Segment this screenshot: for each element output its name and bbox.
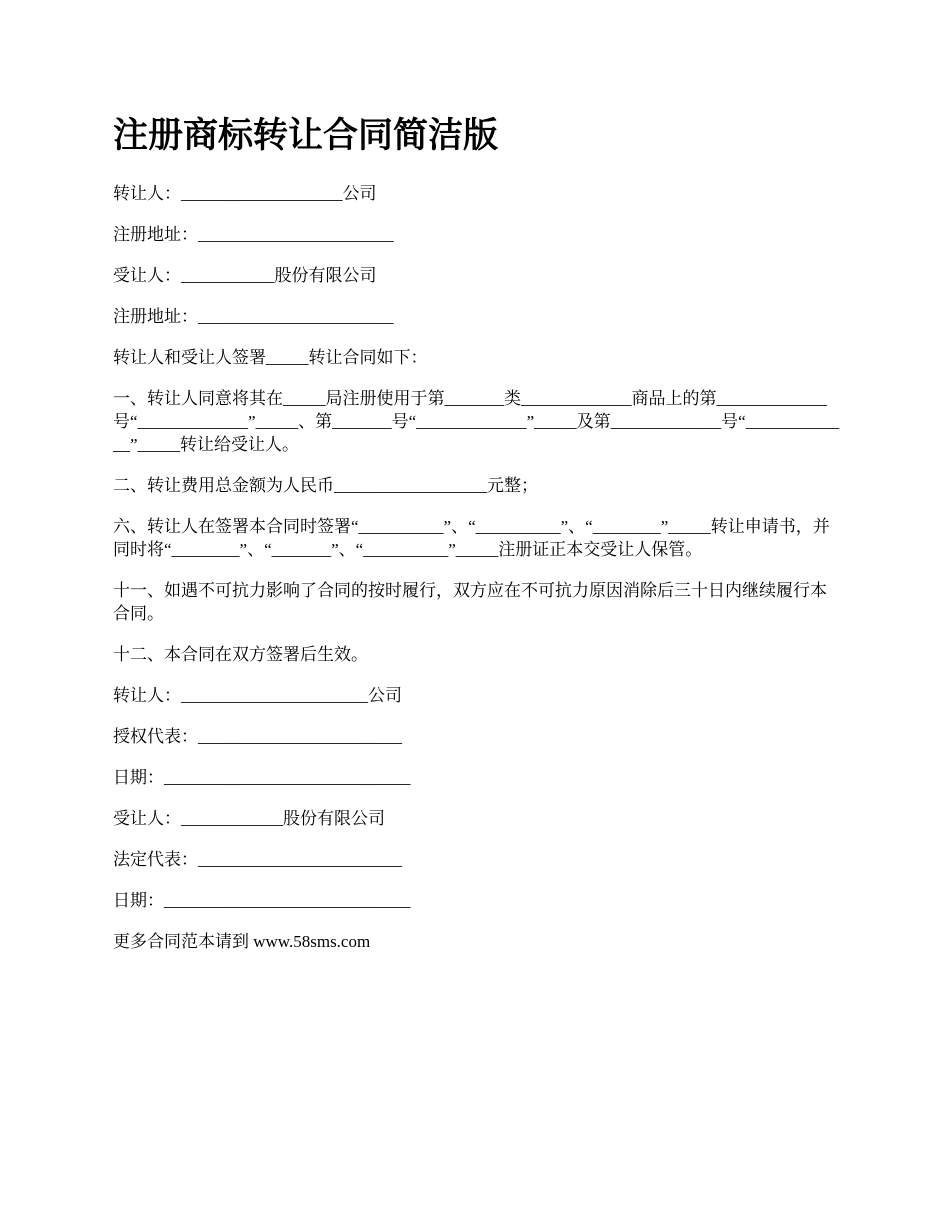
transferee-address-line: 注册地址：_______________________ bbox=[113, 307, 394, 326]
clause-one: 一、转让人同意将其在_____局注册使用于第_______类_____________商品上的第_____________号“_____________”_____、第_______号“_____________”_____及第_____________号“_____________”_____转让给受让人。 bbox=[113, 389, 840, 454]
signature-legal-rep: 法定代表：________________________ bbox=[113, 850, 402, 869]
transferee-line: 受让人：___________股份有限公司 bbox=[113, 266, 377, 285]
signature-transferor: 转让人：______________________公司 bbox=[113, 686, 402, 705]
signature-authorized-rep: 授权代表：________________________ bbox=[113, 727, 402, 746]
agreement-intro: 转让人和受让人签署_____转让合同如下： bbox=[113, 348, 428, 367]
transferor-line: 转让人：___________________公司 bbox=[113, 184, 377, 203]
clause-twelve: 十二、本合同在双方签署后生效。 bbox=[113, 645, 368, 664]
clause-two: 二、转让费用总金额为人民币__________________元整； bbox=[113, 476, 538, 495]
signature-transferee: 受让人：____________股份有限公司 bbox=[113, 809, 385, 828]
signature-date-1: 日期：_____________________________ bbox=[113, 768, 411, 787]
clause-eleven: 十一、如遇不可抗力影响了合同的按时履行，双方应在不可抗力原因消除后三十日内继续履行本合同。 bbox=[113, 581, 827, 623]
clause-six: 六、转让人在签署本合同时签署“__________”、“__________”、“________”_____转让申请书，并同时将“________”、“_______”、“__________”_____注册证正本交受让人保管。 bbox=[113, 517, 830, 559]
document-title: 注册商标转让合同简洁版 bbox=[113, 115, 499, 156]
footer-more-contracts: 更多合同范本请到 www.58sms.com bbox=[113, 932, 371, 951]
signature-date-2: 日期：_____________________________ bbox=[113, 891, 411, 910]
transferor-address-line: 注册地址：_______________________ bbox=[113, 225, 394, 244]
